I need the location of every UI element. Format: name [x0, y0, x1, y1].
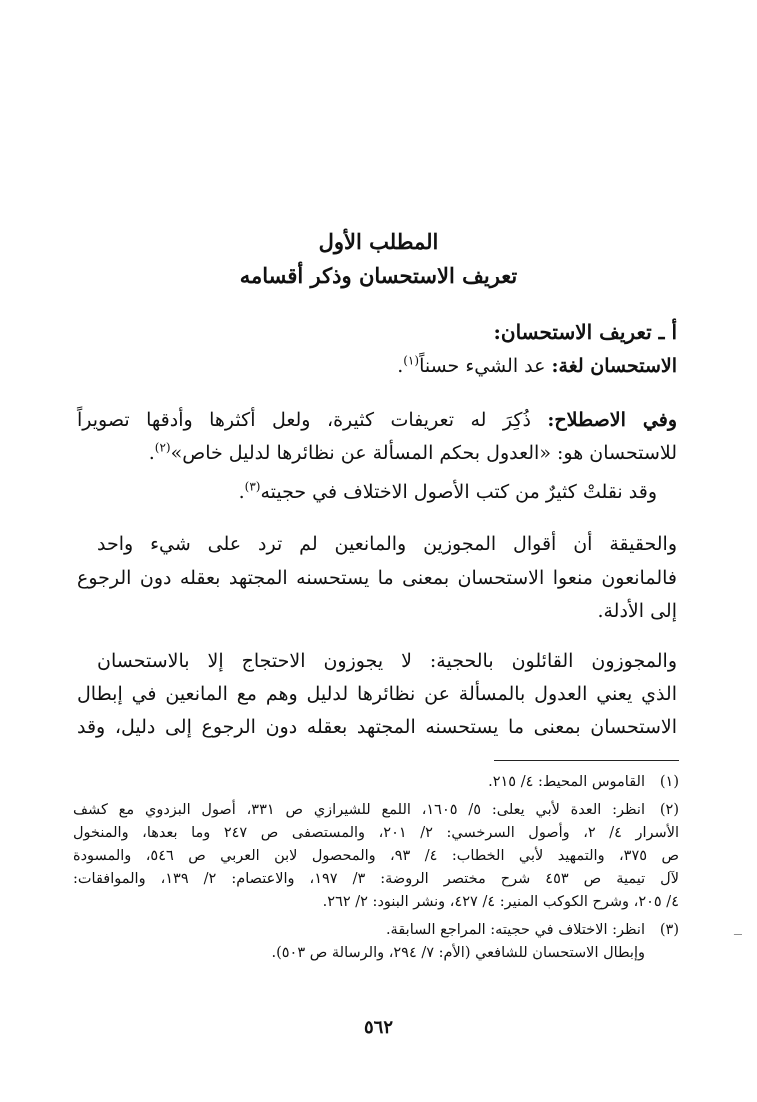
footnote-text: لآل تيمية ص ٤٥٣ شرح مختصر الروضة: ٣/ ١٩٧، والاعتصام: ٢/ ١٣٩، والموافقات:	[73, 871, 679, 887]
footnote-ref-3[interactable]: (٣)	[244, 479, 261, 494]
section-subheading: تعريف الاستحسان وذكر أقسامه	[239, 263, 518, 288]
footnote-text: انظر: العدة لأبي يعلى: ٥/ ١٦٠٥، اللمع للشيرازي ص ٣٣١، أصول البزدوي مع كشف	[73, 802, 645, 818]
footnote-text: الأسرار ٤/ ٢، وأصول السرخسي: ٢/ ٢٠١، والمستصفى ص ٢٤٧ وما بعدها، والمنخول	[73, 825, 679, 841]
paragraph-reality-line1: والحقيقة أن أقوال المجوزين والمانعين لم ترد على شيء واحد	[97, 533, 677, 555]
footnote-number: (٣)	[659, 922, 679, 938]
paragraph-technical-definition-line2: للاستحسان هو: «العدول بحكم المسألة عن نظائرها لدليل خاص»$^{(٢)}$.	[148, 440, 677, 464]
footnote-text: القاموس المحيط: ٤/ ٢١٥.	[488, 774, 645, 790]
paragraph-permitters-line3: الاستحسان بمعنى ما يستحسنه المجتهد بعقله دون الرجوع إلى دليل، وقد	[77, 716, 677, 738]
footnote-number: (١)	[659, 774, 679, 790]
footnote-ref-1[interactable]: (١)	[403, 353, 420, 368]
definition-text: عد الشيء حسناً	[419, 355, 552, 377]
footnote-ref-2[interactable]: (٢)	[154, 440, 171, 455]
paragraph-reality-line2: فالمانعون منعوا الاستحسان بمعنى ما يستحسنه المجتهد بعقله دون الرجوع	[77, 567, 677, 589]
footnote-3	[73, 919, 679, 967]
footnote-text: وإبطال الاستحسان للشافعي (الأم: ٧/ ٢٩٤، والرسالة ص ٥٠٣).	[271, 945, 645, 961]
footnote-1	[73, 771, 679, 794]
footnote-text: ٤/ ٢٠٥، وشرح الكوكب المنير: ٤/ ٤٢٧، ونشر البنود: ٢/ ٢٦٢.	[322, 894, 679, 910]
page-number: ٥٦٢	[363, 1017, 393, 1038]
paragraph-linguistic-definition: الاستحسان لغة: عد الشيء حسناً$^{(١)}$.	[397, 353, 677, 377]
term-technical: وفي الاصطلاح:	[547, 409, 677, 431]
footnote-number: (٢)	[659, 802, 679, 818]
paragraph-permitters-line2: الذي يعني العدول بالمسألة عن نظائرها لدليل وهم مع المانعين في إبطال	[77, 683, 677, 705]
margin-mark: ـــ	[734, 928, 742, 938]
subsection-title: أ ـ تعريف الاستحسان:	[493, 320, 677, 344]
paragraph-reality-line3: إلى الأدلة.	[597, 600, 677, 622]
footnote-2	[73, 799, 679, 914]
paragraph-technical-definition-line1: وفي الاصطلاح: ذُكِرَ له تعريفات كثيرة، ولعل أكثرها وأدقها تصويراً	[77, 409, 677, 431]
footnote-text: انظر: الاختلاف في حجيته: المراجع السابقة.	[385, 922, 645, 938]
section-heading: المطلب الأول	[318, 229, 439, 254]
paragraph-permitters-line1: والمجوزون القائلون بالحجية: لا يجوزون الاحتجاج إلا بالاستحسان	[97, 650, 677, 672]
footnote-text: ص ٣٧٥، والتمهيد لأبي الخطاب: ٤/ ٩٣، والمحصول لابن العربي ص ٥٤٦، والمسودة	[73, 848, 679, 864]
paragraph-authority: وقد نقلتْ كثيرٌ من كتب الأصول الاختلاف في حجيته$^{(٣)}$.	[238, 479, 657, 503]
term-linguistic: الاستحسان لغة:	[551, 355, 677, 377]
footnote-separator	[494, 760, 679, 761]
